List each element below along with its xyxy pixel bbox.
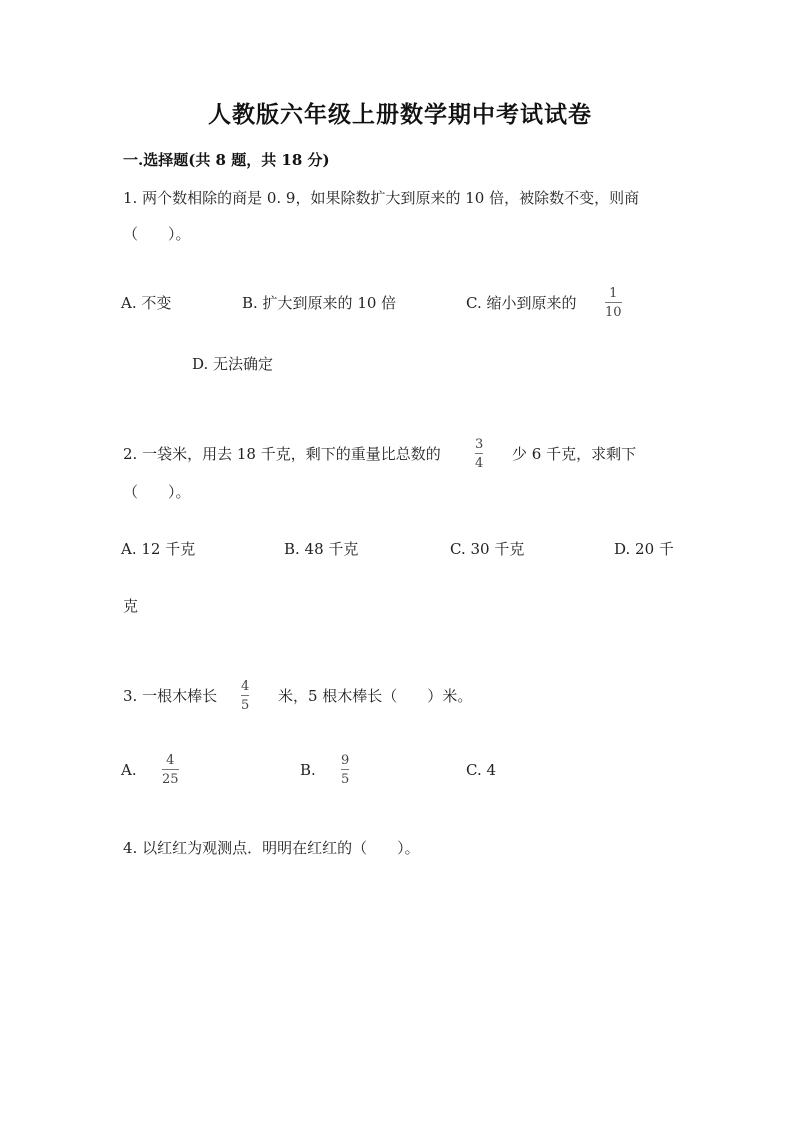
q1-option-c-fraction — [605, 286, 622, 320]
q1-text-line1: 1. 两个数相除的商是 0. 9，如果除数扩大到原来的 10 倍，被除数不变，则商 — [123, 189, 640, 207]
fraction-numerator: 4 — [241, 679, 250, 694]
fraction-bar — [162, 769, 179, 770]
q1-option-b[interactable]: B. 扩大到原来的 10 倍 — [242, 294, 397, 312]
fraction-bar — [241, 695, 249, 696]
fraction-numerator: 9 — [341, 753, 350, 768]
q2-option-c[interactable]: C. 30 千克 — [450, 540, 525, 558]
q3-option-b[interactable]: B. — [300, 761, 316, 779]
fraction-numerator: 4 — [166, 753, 175, 768]
q3-fraction — [241, 679, 249, 713]
q3-option-b-fraction — [341, 753, 349, 787]
q2-text-after: 少 6 千克，求剩下 — [512, 445, 637, 463]
fraction-bar — [341, 769, 349, 770]
q2-text-line2: （ ）。 — [123, 483, 191, 501]
q2-option-d-wrap: 克 — [123, 597, 139, 615]
q2-option-b[interactable]: B. 48 千克 — [284, 540, 359, 558]
fraction-bar — [605, 302, 622, 303]
fraction-bar — [475, 453, 483, 454]
q3-option-a[interactable]: A. — [121, 761, 137, 779]
page-title: 人教版六年级上册数学期中考试试卷 — [208, 101, 592, 128]
fraction-numerator: 3 — [475, 437, 484, 452]
q4-text: 4. 以红红为观测点．明明在红红的（ ）。 — [123, 839, 420, 857]
fraction-denominator: 4 — [475, 456, 484, 471]
q1-option-d[interactable]: D. 无法确定 — [192, 355, 274, 373]
fraction-denominator: 10 — [605, 305, 622, 320]
q1-option-a[interactable]: A. 不变 — [121, 294, 172, 312]
q1-text-line2: （ ）。 — [123, 225, 191, 243]
q2-fraction — [475, 437, 483, 471]
section-heading: 一.选择题(共 8 题，共 18 分) — [123, 151, 330, 169]
q3-text-before: 3. 一根木棒长 — [123, 687, 218, 705]
fraction-denominator: 5 — [241, 698, 250, 713]
q2-option-a[interactable]: A. 12 千克 — [121, 540, 196, 558]
fraction-denominator: 5 — [341, 772, 350, 787]
q3-option-a-fraction — [162, 753, 179, 787]
q1-option-c[interactable]: C. 缩小到原来的 — [466, 294, 577, 312]
q2-option-d[interactable]: D. 20 千 — [614, 540, 674, 558]
q3-option-c[interactable]: C. 4 — [466, 761, 497, 779]
q3-text-after: 米，5 根木棒长（ ）米。 — [278, 687, 473, 705]
fraction-numerator: 1 — [609, 286, 618, 301]
fraction-denominator: 25 — [162, 772, 179, 787]
q2-text-before: 2. 一袋米，用去 18 千克，剩下的重量比总数的 — [123, 445, 441, 463]
